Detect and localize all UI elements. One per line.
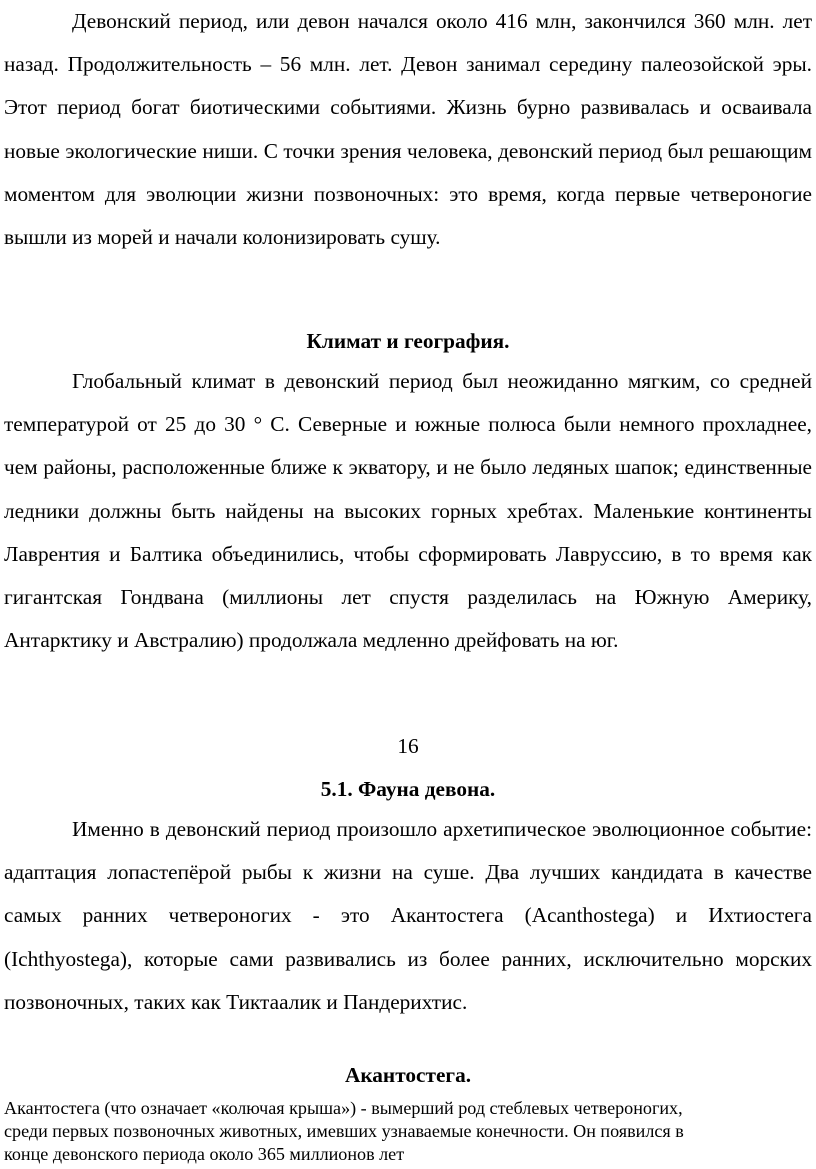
climate-heading: Климат и география. (306, 329, 510, 353)
fauna-heading: 5.1. Фауна девона. (320, 777, 496, 801)
acanthostega-line-3: конце девонского периода около 365 миллионов лет (4, 1144, 405, 1164)
acanthostega-heading: Акантостега. (344, 1063, 472, 1087)
fauna-paragraph: Именно в девонский период произошло архетипическое эволюционное событие: адаптация лопастепёрой рыбы к жизни на суше. Два лучших кандидата в качестве самых ранних четвероногих - это Акантостега (Acanthostega) и Ихтиостега (Ichthyostega), которые сами развивались из более ранних, исключительно морских позвоночных, таких как Тиктаалик и Пандерихтис. (4, 817, 812, 1014)
acanthostega-line-1: Акантостега (что означает «колючая крыша») - вымерший род стеблевых четвероногих, (4, 1098, 683, 1118)
acanthostega-line-2: среди первых позвоночных животных, имевших узнаваемые конечности. Он появился в (4, 1121, 684, 1141)
intro-paragraph: Девонский период, или девон начался около 416 млн, закончился 360 млн. лет назад. Продолжительность – 56 млн. лет. Девон занимал середину палеозойской эры. Этот период богат биотическими событиями. Жизнь бурно развивалась и осваивала новые экологические ниши. С точки зрения человека, девонский период был решающим моментом для эволюции жизни позвоночных: это время, когда первые четвероногие вышли из морей и начали колонизировать сушу. (4, 9, 812, 250)
climate-paragraph: Глобальный климат в девонский период был неожиданно мягким, со средней температурой от 25 до 30 ° C. Северные и южные полюса были немного прохладнее, чем районы, расположенные ближе к экватору, и не было ледяных шапок; единственные ледники должны быть найдены на высоких горных хребтах. Маленькие континенты Лаврентия и Балтика объединились, чтобы сформировать Лаврусcию, в то время как гигантская Гондвана (миллионы лет спустя разделилась на Южную Америку, Антарктику и Австралию) продолжала медленно дрейфовать на юг. (4, 369, 812, 653)
page-number: 16 (397, 734, 419, 758)
